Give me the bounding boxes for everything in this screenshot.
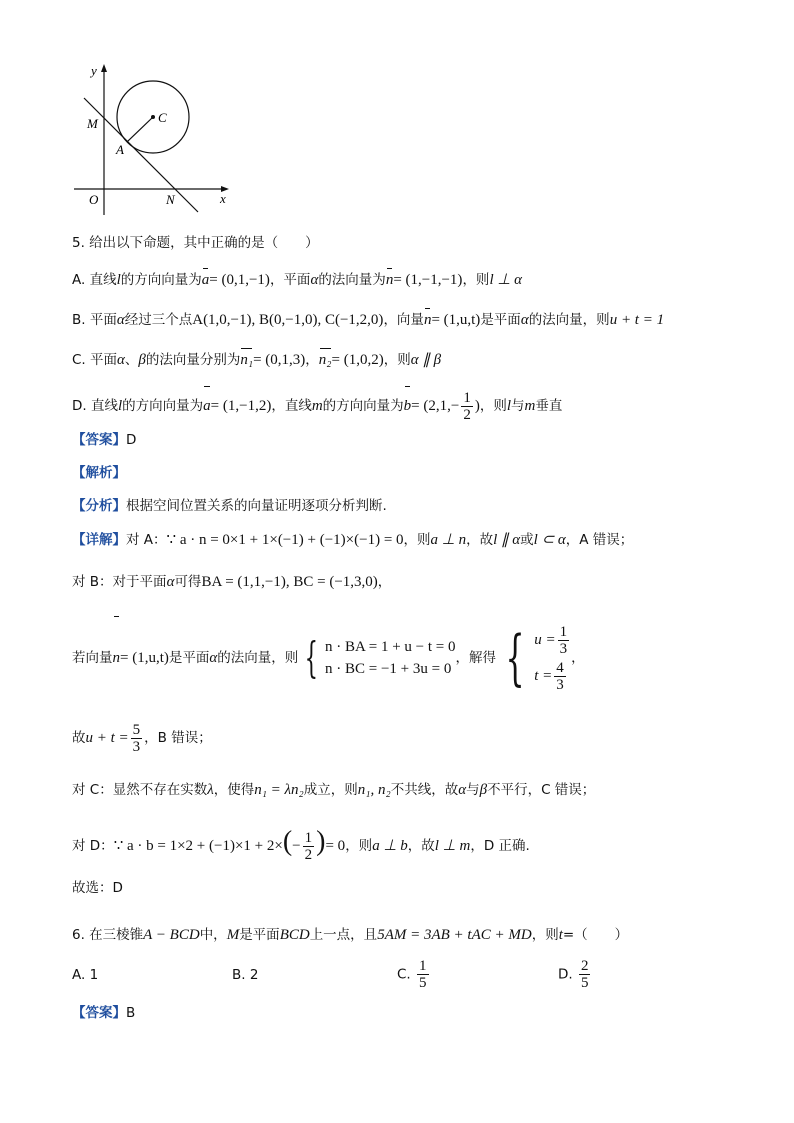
var-alpha: α (117, 352, 125, 368)
vector-n: n (113, 618, 121, 698)
q5-stem: 5. 给出以下命题，其中正确的是（ ） (72, 235, 319, 251)
var-lambda: λ (207, 782, 214, 798)
text: ，则 (531, 927, 559, 943)
var-beta: β (479, 782, 488, 798)
geometry-figure (70, 60, 240, 220)
math: a ⊥ b (372, 838, 408, 854)
var-alpha: α (116, 312, 125, 328)
text: ，D 正确. (470, 838, 530, 854)
solution-u (534, 622, 571, 658)
var-alpha: α (458, 782, 467, 798)
numerator: 2 (580, 958, 589, 974)
text: ，A 错误； (565, 532, 634, 548)
var-alpha: α (166, 574, 175, 590)
left-brace: { (304, 633, 319, 682)
denominator: 2 (463, 406, 471, 423)
text: 成立，则 (303, 782, 358, 798)
math: = (0,1,3) (253, 352, 306, 368)
math: = (1,u,t) (431, 312, 481, 328)
vector-a: a (203, 388, 211, 424)
math: = (0,1,−1) (209, 272, 270, 288)
text: 的方向向量为 (120, 272, 202, 288)
denominator: 3 (132, 738, 141, 755)
numerator: 4 (556, 660, 564, 677)
math: = 0 (325, 838, 346, 854)
math: l ⊥ α (489, 272, 523, 288)
text: ，则 (479, 398, 507, 414)
math: l ∥ α (493, 532, 521, 548)
vector-n2: n₂ (318, 352, 332, 368)
text: ， (305, 352, 319, 368)
q6-option-b: B. 2 (232, 967, 259, 983)
text: =（ ） (562, 927, 629, 943)
var-m: m (311, 398, 323, 414)
text: ，则 (345, 838, 373, 854)
var-alpha: α (310, 272, 319, 288)
text: ， (571, 650, 585, 666)
math: A(1,0,−1), B(0,−1,0), C(−1,2,0) (192, 312, 384, 328)
fraction (303, 830, 315, 863)
math: = (1,u,t) (120, 650, 169, 666)
text: ，故 (466, 532, 494, 548)
math: BA = (1,1,−1), BC = (−1,3,0) (201, 574, 378, 590)
denominator: 2 (304, 846, 313, 863)
vector-a: a (201, 272, 210, 288)
text: A. 直线 (72, 272, 117, 288)
y-axis-arrow (101, 64, 107, 72)
label-y: y (91, 63, 97, 78)
denominator: 3 (556, 677, 564, 694)
answer-value: D (126, 432, 137, 448)
paren-close: ) (316, 826, 326, 857)
q6-stem (72, 925, 628, 945)
text: 的法向量，则 (528, 312, 610, 328)
label-n: N (166, 192, 175, 207)
text: 或 (520, 532, 534, 548)
numerator: 1 (419, 958, 427, 974)
text: ，向量 (383, 312, 424, 328)
var-m: M (226, 927, 240, 943)
text: 、 (124, 352, 139, 368)
var-alpha: α (209, 650, 218, 666)
math: = (1,0,2) (331, 352, 384, 368)
text: 对 C：显然不存在实数 (72, 782, 208, 798)
text: 与 (511, 398, 525, 414)
label-x: x (220, 191, 226, 206)
detail-tag: 【详解】 (72, 532, 126, 548)
label-c: C (158, 110, 167, 125)
math: u + t = 1 (609, 312, 665, 328)
var-l: l (116, 272, 121, 288)
q5-option-c (72, 350, 441, 370)
text: 的法向量分别为 (145, 352, 241, 368)
q5-option-d (72, 388, 562, 424)
text: ，故 (407, 838, 435, 854)
text: 根据空间位置关系的向量证明逐项分析判断. (126, 498, 387, 514)
math: t = (534, 668, 553, 684)
text: 与 (466, 782, 480, 798)
center-point (151, 115, 155, 119)
text: 垂直 (535, 398, 563, 414)
detail-b1 (72, 572, 391, 592)
math: = (1,−1,2) (210, 398, 272, 414)
equation-system (325, 636, 456, 680)
text: B. 平面 (72, 312, 117, 328)
text: 不平行，C 错误； (487, 782, 596, 798)
fraction (579, 958, 591, 991)
text: ，则 (383, 352, 411, 368)
text: ，直线 (271, 398, 312, 414)
text: 的法向量为 (318, 272, 386, 288)
text: C. (397, 966, 411, 983)
vector-n: n (423, 312, 432, 328)
text: 上一点，且 (309, 927, 378, 943)
detail-d (72, 822, 530, 866)
equation-1: n · BA = 1 + u − t = 0 (324, 639, 456, 655)
answer-6 (72, 1003, 135, 1023)
var-beta: β (138, 352, 146, 368)
label-m: M (87, 116, 98, 131)
text: ，解得 (455, 650, 496, 666)
fraction (417, 958, 429, 991)
answer-tag: 【答案】 (72, 432, 126, 448)
var-t: t (558, 927, 563, 943)
math: ∵ a · n = 0×1 + 1×(−1) + (−1)×(−1) = 0 (166, 532, 404, 548)
text: D. (558, 966, 573, 983)
tangent-line (84, 98, 198, 212)
denominator: 5 (580, 975, 589, 991)
vector-n: n (385, 272, 394, 288)
detail-b3 (72, 720, 212, 756)
detail-a (72, 530, 633, 550)
math: ) (474, 398, 480, 414)
analysis-summary (72, 496, 387, 516)
answer-5 (72, 430, 136, 450)
text: 对 A： (126, 532, 167, 548)
numerator: 1 (463, 389, 471, 406)
radius-ca (127, 117, 153, 142)
text: ，B 错误； (144, 730, 212, 746)
text: 不共线，故 (390, 782, 459, 798)
q5-option-b (72, 310, 664, 330)
analysis-tag: 【解析】 (72, 465, 126, 481)
denominator: 5 (419, 975, 427, 991)
math: 5AM = 3AB + tAC + MD (377, 927, 532, 943)
detail-c (72, 780, 595, 800)
answer-tag: 【答案】 (72, 1005, 126, 1021)
text: ，平面 (269, 272, 311, 288)
fraction (461, 390, 473, 423)
math: n₁ = λn₂ (254, 782, 304, 798)
solution-t (534, 658, 571, 694)
text: 故 (72, 730, 86, 746)
analysis-label: 【分析】 (72, 498, 126, 514)
text: ，使得 (213, 782, 255, 798)
math: l ⊂ α (533, 532, 566, 548)
text: ，则 (403, 532, 431, 548)
numerator: 1 (559, 624, 568, 641)
text: 6. 在三棱锥 (72, 927, 144, 943)
text: 经过三个点 (124, 312, 193, 328)
text: 的法向量，则 (217, 650, 299, 666)
math: a ⊥ n (430, 532, 467, 548)
math: = (2,1,− (411, 398, 460, 414)
q5-option-a (72, 270, 522, 290)
text: ， (377, 574, 392, 590)
equation-2: n · BC = −1 + 3u = 0 (324, 661, 452, 677)
math: α ∥ β (410, 352, 442, 368)
math: n₁, n₂ (357, 782, 391, 798)
numerator: 1 (304, 829, 313, 846)
math: u + t = (85, 730, 129, 746)
detail-b2 (72, 618, 585, 698)
var-l: l (117, 398, 123, 414)
denominator: 3 (559, 641, 568, 658)
q6-option-a: A. 1 (72, 967, 99, 983)
var-m: m (524, 398, 536, 414)
fraction (554, 660, 566, 693)
math: = (1,−1,−1) (393, 272, 463, 288)
vector-b: b (404, 388, 412, 424)
text: 对 D： (72, 838, 114, 854)
fraction (558, 624, 570, 657)
math: ∵ a · b = 1×2 + (−1)×1 + 2× (113, 838, 283, 854)
fraction (131, 722, 143, 755)
text: 是平面 (480, 312, 521, 328)
label-a: A (116, 142, 124, 157)
left-brace: { (505, 623, 525, 693)
text: 的方向向量为 (322, 398, 404, 414)
text: 可得 (174, 574, 202, 590)
label-o: O (89, 192, 99, 207)
vector-n1: n₁ (240, 352, 254, 368)
math: BCD (279, 927, 310, 943)
q6-option-d (558, 958, 592, 991)
var-alpha: α (520, 312, 529, 328)
answer-value: B (126, 1005, 136, 1021)
solution-system (534, 622, 571, 694)
text: 的方向向量为 (122, 398, 204, 414)
text: C. 平面 (72, 352, 118, 368)
numerator: 5 (132, 721, 141, 738)
minus: − (292, 838, 301, 854)
text: 中， (199, 927, 227, 943)
text: D. 直线 (72, 398, 118, 414)
paren-open: ( (282, 826, 293, 857)
q6-option-c (397, 958, 431, 991)
math: l ⊥ m (434, 838, 471, 854)
text: 是平面 (239, 927, 280, 943)
math: u = (534, 632, 556, 648)
text: ，则 (462, 272, 490, 288)
text: 若向量 (72, 650, 113, 666)
text: 对 B：对于平面 (72, 574, 167, 590)
var-l: l (506, 398, 512, 414)
choose-line: 故选：D (72, 880, 123, 896)
math: A − BCD (143, 927, 200, 943)
text: 是平面 (168, 650, 210, 666)
